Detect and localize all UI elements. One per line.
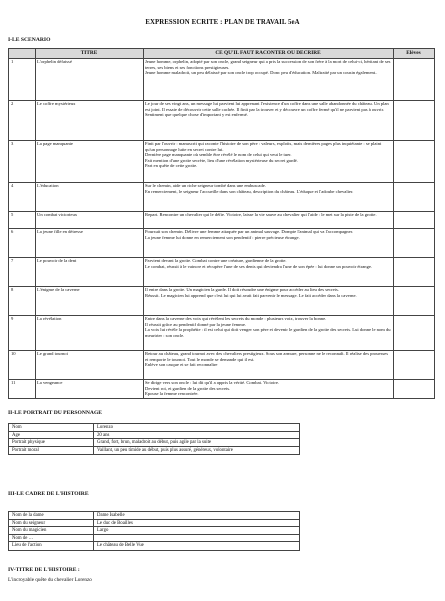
row-number: 11 [11,380,16,385]
cadre-key: Nom du seigneur [9,520,94,527]
column-header-description: CE QU'IL FAUT RACONTER OU DECRIRE [215,50,321,56]
section-titre-heading: IV-TITRE DE L'HISTOIRE : [8,567,80,573]
row-description: Poursuit son chemin. Délivre une femme attaquée par un animal sauvage. Dompte l'animal qui va l'accompagner. La jeune femme lui donne en remerciement son pendentif : pierre précieuse étrange. [145,229,354,240]
row-eleves [393,258,434,285]
portrait-row [9,447,299,455]
row-number: 9 [11,316,14,321]
cadre-value [94,535,299,542]
row-description: Repart. Rencontre un chevalier qui le défie. Victoire, laisse la vie sauve au chevalier qui l'aide : le met sur la piste de la grotte. [145,212,377,217]
portrait-row [9,424,299,432]
portrait-key: Portrait physique [9,439,94,446]
section-portrait-heading: II-LE PORTRAIT DU PERSONNAGE [8,410,103,416]
cadre-value: Dame Isabelle [97,513,125,518]
portrait-value: Grand, fort, brun, maladroit au début, puis agile par la suite [97,440,212,446]
cadre-key: Nom du magicien [9,527,94,534]
row-description: Entre dans la caverne des voix qui révèlent les secrets du monde : plusieurs voix, trouver la bonne. Il réussit grâce au pendentif donné par la jeune femme. La voix lui révèle la prophétie : il est celui qui doit venger son père et devenir le gardien de la grotte des secrets. Lui donne le nom du meurtrier : son oncle. [145,316,391,338]
row-number: 10 [11,351,16,356]
row-eleves [393,380,434,399]
cadre-row [9,512,299,520]
row-eleves [393,141,434,181]
cadre-value: Le château de Belle Vue [97,543,144,549]
cadre-value: Largo [97,528,109,534]
cadre-row [9,542,299,550]
row-eleves [393,212,434,227]
row-title: Le grand tournoi [37,351,68,356]
page-title: EXPRESSION ECRITE : PLAN DE TRAVAIL 5eA [145,19,300,26]
cadre-key: Nom de … [9,535,94,542]
row-description: Jeune homme, orphelin, adopté par son oncle, grand seigneur qui a pris la succession de son frère à la mort de celui-ci, héritant de ses terres, ses biens et ses fonctions prestigieuses. Jeune homme maladroit, un peu délaissé par son oncle trop occupé. Donc peu d'éducation. Maltraité par un cousin également.. [145,59,391,76]
cadre-row [9,527,299,535]
cadre-value: Le duc de Boailles [97,520,133,526]
cadre-row [9,520,299,528]
portrait-value: Lorenzo [97,425,113,430]
row-title: La jeune fille en détresse [37,229,83,234]
row-eleves [393,287,434,314]
row-number: 7 [11,258,14,263]
row-description: Finit par l'ouvrir : manuscrit qui raconte l'histoire de son père : valeurs, exploits, mais dernières pages plus inquiétante : se plaint qu'un personnage lutte en secret contre lui. Dernière page manquante où semble être révélé le nom de celui qui veut le tuer. Fait mention d'une grotte secrète, lieu d'une révélation mystérieuse du secret gardé. Part en quête de cette grotte. [145,141,382,169]
portrait-value: 20 ans [97,432,110,438]
row-description: Retour au château, grand tournoi avec des chevaliers prestigieux. Sous son armure, personne ne le reconnaît. Il réalise des prouesses et remporte le tournoi. Tout le monde se demande qui il est. Enlève son casque et se fait reconnaître [145,351,389,368]
row-number: 4 [11,183,14,188]
row-number: 6 [11,229,14,234]
row-title: La page manquante [37,141,73,146]
row-eleves [393,183,434,210]
portrait-value: Vaillant, un peu timide au début, puis plus assuré, généreux, volontaire [97,447,233,453]
row-number: 5 [11,212,14,217]
column-header-eleves: Elèves [406,50,421,56]
row-eleves [393,351,434,378]
row-number: 2 [11,101,14,106]
row-description: Le jour de ses vingt ans, un message lui parvient lui apprenant l'existence d'un coffre dans une salle abandonnée du château. Un plan est joint. Il essaie de découvrir cette salle cachée. Il finit par la trouver et y découvre un coffre fermé qu'il ne parvient pas à ouvrir. Sentiment que quelque chose d'important y est enfermé. [145,101,389,118]
story-title-text: L'incroyable quête du chevalier Lorenzo [8,577,92,583]
section-scenario-heading: I-LE SCENARIO [8,37,51,43]
cadre-row [9,535,299,543]
section-cadre-heading: III-LE CADRE DE L'HISTOIRE [8,491,89,497]
portrait-key: Portrait moral [9,447,94,455]
cadre-key: Lieu de l'action [9,542,94,550]
portrait-row [9,432,299,440]
portrait-table [8,423,300,455]
row-number: 3 [11,141,14,146]
row-title: Un combat victorieux [37,212,78,217]
row-description: Sur le chemin, aide un riche seigneur tombé dans une embuscade. En remerciement, le seigneur l'accueille dans son château, description du château. L'éduque et l'adoube chevalier. [145,183,354,194]
scenario-table [8,48,435,399]
row-eleves [393,59,434,99]
cadre-table [8,511,300,551]
row-eleves [393,316,434,349]
row-eleves [393,101,434,139]
portrait-row [9,439,299,447]
cadre-key: Nom de la dame [9,512,94,519]
row-title: L'orphelin défaissé [37,59,72,64]
row-description: Se dirige vers son oncle : lui dit qu'il a appris la vérité. Combat. Victoire. Devient roi, et gardien de la grotte des secrets. Epouse la femme rencontrée. [145,380,280,397]
row-title: La révélation [37,316,62,321]
row-description: Parvient devant la grotte. Combat contre une créature, gardienne de la grotte. Le combat, réussit à le vaincre et récupère l'une de ses dents qui deviendra l'une de son épée : lui donne un pouvoir étrange. [145,258,373,269]
row-number: 8 [11,287,14,292]
row-eleves [393,229,434,256]
column-header-titre: TITRE [80,50,98,56]
row-title: L'éducation [37,183,59,188]
row-title: La vengeance [37,380,63,385]
row-number: 1 [11,59,14,64]
row-title: Le pouvoir de la dent [37,258,77,263]
row-title: Le coffre mystérieux [37,101,76,106]
row-title: L'énigme de la caverne [37,287,80,292]
row-description: Il entre dans la grotte. Un magicien la garde. Il doit résoudre une énigme pour accéder au lieu des secrets. Réussit. Le magicien lui apprend que c'est lui qui lui avait fait parvenir le message. Le fait accéder dans la caverne. [145,287,357,298]
portrait-key: Nom [9,424,94,431]
portrait-key: Age [9,432,94,439]
